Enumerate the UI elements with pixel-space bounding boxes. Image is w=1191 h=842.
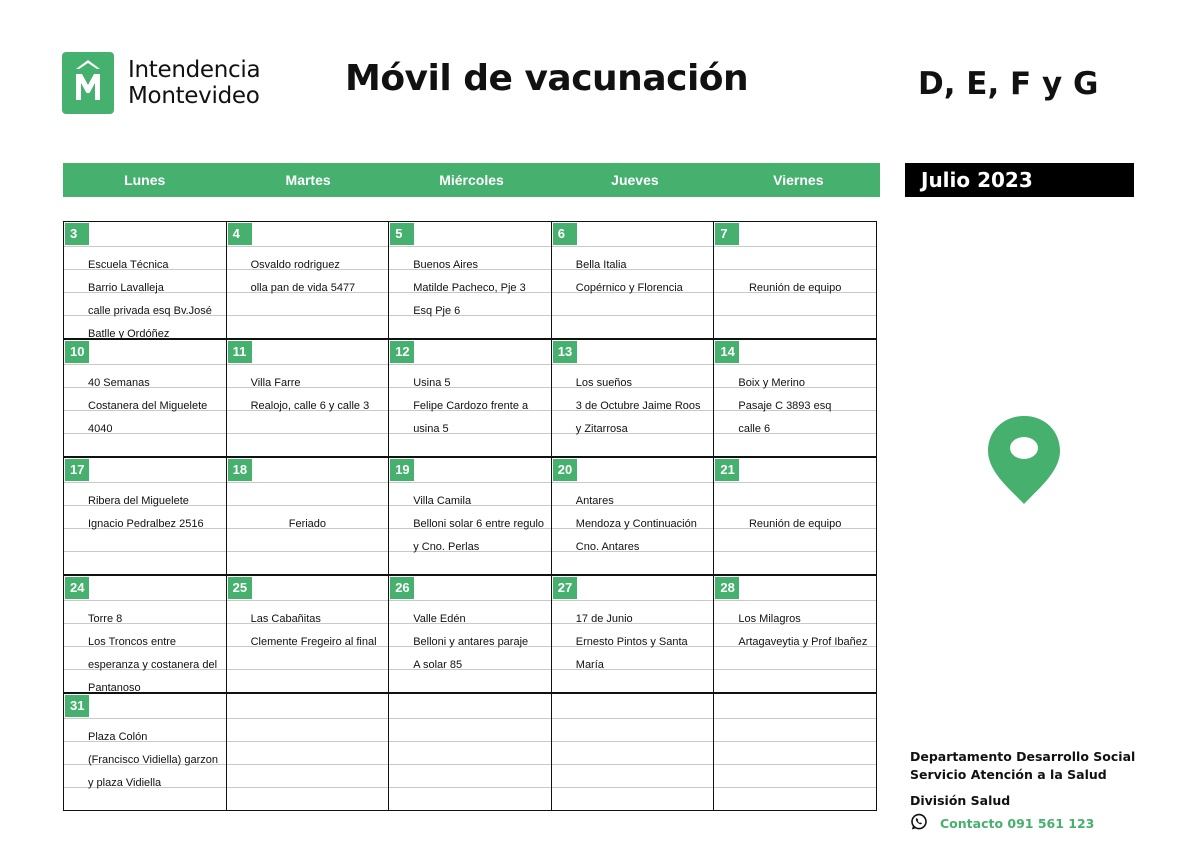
- event-line: Valle Edén: [413, 613, 466, 625]
- event-line: y Zitarrosa: [575, 423, 628, 435]
- empty-cell: [388, 693, 552, 811]
- event-line: Esq Pje 6: [413, 305, 461, 317]
- event-line: Belloni y antares paraje: [413, 636, 529, 648]
- event-line: Plaza Colón: [88, 731, 148, 743]
- month-label: Julio 2023: [905, 163, 1134, 197]
- event-line: 40 Semanas: [88, 377, 150, 389]
- day-number: 31: [65, 695, 89, 717]
- zones-label: D, E, F y G: [918, 66, 1099, 102]
- day-cell: [63, 339, 227, 457]
- day-cell: [713, 457, 877, 575]
- event-line: Felipe Cardozo frente a: [413, 400, 529, 412]
- day-number: 21: [715, 459, 739, 481]
- org-logo: [62, 52, 260, 114]
- weekday-tuesday: Martes: [285, 172, 331, 188]
- calendar-week: [63, 222, 881, 340]
- event-line: [227, 490, 389, 513]
- day-number: 12: [390, 341, 414, 363]
- event-line: olla pan de vida 5477: [250, 282, 356, 294]
- event-line: [714, 490, 876, 513]
- event-line: Reunión de equipo: [748, 518, 842, 530]
- department-label: Departamento Desarrollo Social: [910, 749, 1136, 764]
- empty-cell: [226, 693, 390, 811]
- calendar-grid: [63, 222, 881, 812]
- weekday-header: [63, 163, 880, 197]
- event-line: Feriado: [288, 518, 327, 530]
- event-line: Torre 8: [88, 613, 123, 625]
- day-number: 19: [390, 459, 414, 481]
- day-cell: [551, 221, 715, 339]
- day-number: 5: [390, 223, 414, 245]
- day-cell: [226, 575, 390, 693]
- event-line: Realojo, calle 6 y calle 3: [250, 400, 370, 412]
- day-number: 4: [228, 223, 252, 245]
- org-name-line2: Montevideo: [128, 83, 260, 109]
- day-cell: [551, 575, 715, 693]
- day-cell: [713, 339, 877, 457]
- day-number: 26: [390, 577, 414, 599]
- event-line: [714, 254, 876, 277]
- day-number: 6: [553, 223, 577, 245]
- event-line: Villa Camila: [413, 495, 472, 507]
- event-line: 17 de Junio: [575, 613, 633, 625]
- day-number: 10: [65, 341, 89, 363]
- day-number: 20: [553, 459, 577, 481]
- event-line: Antares: [575, 495, 614, 507]
- event-line: Barrio Lavalleja: [88, 282, 164, 294]
- weekday-friday: Viernes: [773, 172, 824, 188]
- day-number: 11: [228, 341, 252, 363]
- day-cell: [226, 457, 390, 575]
- contact-phone: Contacto 091 561 123: [940, 816, 1095, 831]
- day-cell: [713, 221, 877, 339]
- event-line: Los sueños: [575, 377, 633, 389]
- intendencia-logo-icon: [62, 52, 114, 114]
- event-line: Escuela Técnica: [88, 259, 169, 271]
- service-label: Servicio Atención a la Salud: [910, 767, 1107, 782]
- day-cell: [551, 457, 715, 575]
- day-number: 27: [553, 577, 577, 599]
- event-line: Batlle y Ordóñez: [88, 328, 170, 340]
- event-line: Artagaveytia y Prof Ibañez: [738, 636, 868, 648]
- event-line: Clemente Fregeiro al final: [250, 636, 377, 648]
- event-line: Belloni solar 6 entre regulo: [413, 518, 545, 530]
- event-line: usina 5: [413, 423, 449, 435]
- event-line: Villa Farre: [250, 377, 301, 389]
- empty-cell: [551, 693, 715, 811]
- event-line: Ribera del Miguelete: [88, 495, 189, 507]
- event-line: Cno. Antares: [575, 541, 640, 553]
- calendar-week: [63, 694, 881, 812]
- day-cell: [63, 575, 227, 693]
- event-line: y plaza Vidiella: [88, 777, 162, 789]
- event-line: 4040: [88, 423, 113, 435]
- event-line: Boix y Merino: [738, 377, 806, 389]
- event-line: Reunión de equipo: [748, 282, 842, 294]
- page-title: Móvil de vacunación: [345, 58, 749, 99]
- day-cell: [388, 575, 552, 693]
- event-line: calle privada esq Bv.José: [88, 305, 212, 317]
- day-cell: [388, 457, 552, 575]
- event-line: María: [575, 659, 604, 671]
- event-line: Las Cabañitas: [250, 613, 321, 625]
- event-line: esperanza y costanera del: [88, 659, 218, 671]
- day-number: 17: [65, 459, 89, 481]
- event-line: Los Milagros: [738, 613, 801, 625]
- day-number: 3: [65, 223, 89, 245]
- footer-info: [910, 748, 1135, 834]
- weekday-wednesday: Miércoles: [439, 172, 504, 188]
- org-name-line1: Intendencia: [128, 57, 261, 83]
- day-number: 25: [228, 577, 252, 599]
- day-number: 13: [553, 341, 577, 363]
- day-cell: [551, 339, 715, 457]
- day-number: 28: [715, 577, 739, 599]
- event-line: Ignacio Pedralbez 2516: [88, 518, 204, 530]
- event-line: Los Troncos entre: [88, 636, 177, 648]
- calendar-week: [63, 340, 881, 458]
- day-cell: [388, 339, 552, 457]
- event-line: 3 de Octubre Jaime Roos: [575, 400, 701, 412]
- org-name: [128, 57, 260, 109]
- event-line: Costanera del Miguelete: [88, 400, 208, 412]
- empty-cell: [713, 693, 877, 811]
- event-line: calle 6: [738, 423, 771, 435]
- event-line: Matilde Pacheco, Pje 3: [413, 282, 526, 294]
- calendar-week: [63, 458, 881, 576]
- event-line: Osvaldo rodriguez: [250, 259, 340, 271]
- day-cell: [226, 339, 390, 457]
- event-line: Ernesto Pintos y Santa: [575, 636, 688, 648]
- event-line: A solar 85: [413, 659, 463, 671]
- division-label: División Salud: [910, 793, 1011, 808]
- event-line: Bella Italia: [575, 259, 627, 271]
- weekday-thursday: Jueves: [611, 172, 659, 188]
- contact-row: [910, 813, 1135, 834]
- day-cell: [388, 221, 552, 339]
- day-cell: [63, 221, 227, 339]
- event-line: Usina 5: [413, 377, 451, 389]
- weekday-monday: Lunes: [124, 172, 166, 188]
- whatsapp-icon: [910, 813, 928, 834]
- map-pin-icon: [985, 414, 1063, 511]
- calendar-week: [63, 576, 881, 694]
- day-number: 18: [228, 459, 252, 481]
- day-cell: [713, 575, 877, 693]
- day-cell: [63, 693, 227, 811]
- event-line: Pantanoso: [88, 682, 141, 694]
- day-number: 24: [65, 577, 89, 599]
- event-line: Buenos Aires: [413, 259, 479, 271]
- day-number: 7: [715, 223, 739, 245]
- event-line: y Cno. Perlas: [413, 541, 480, 553]
- day-number: 14: [715, 341, 739, 363]
- event-line: (Francisco Vidiella) garzon: [88, 754, 219, 766]
- event-line: Mendoza y Continuación: [575, 518, 697, 530]
- day-cell: [63, 457, 227, 575]
- event-line: Copérnico y Florencia: [575, 282, 683, 294]
- event-line: Pasaje C 3893 esq: [738, 400, 832, 412]
- day-cell: [226, 221, 390, 339]
